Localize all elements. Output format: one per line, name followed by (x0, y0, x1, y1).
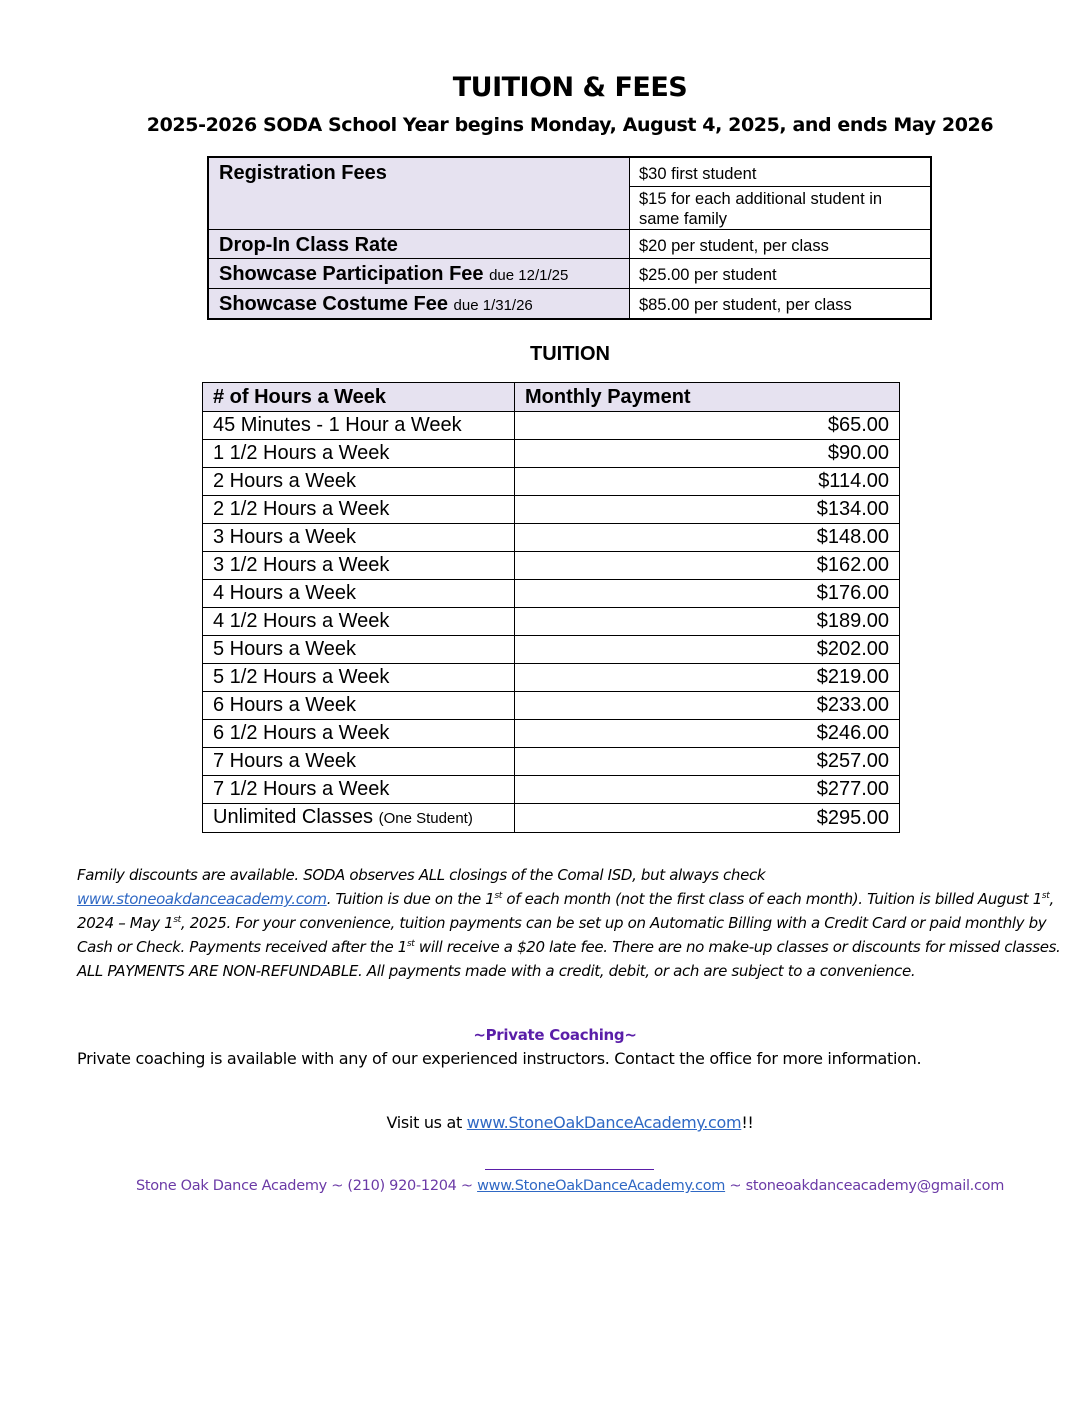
fee-label-text: Showcase Costume Fee (219, 293, 448, 315)
footer (0, 1178, 1088, 1194)
hours-cell: 5 1/2 Hours a Week (203, 664, 515, 692)
visit-suffix: !! (741, 1113, 754, 1132)
fee-due-date: due 1/31/26 (453, 297, 533, 314)
policy-text: , 2025. For your convenience, tuition payments can be set up on Automatic Billing with a Credit Card or paid monthly by Cash or Check. Payments received after the 1 (77, 914, 1047, 956)
fee-value-registration-additional: $15 for each additional student in same family (630, 187, 932, 230)
price-cell: $219.00 (515, 664, 900, 692)
table-row (203, 636, 900, 664)
price-cell: $246.00 (515, 720, 900, 748)
hours-cell: 4 Hours a Week (203, 580, 515, 608)
page-title: TUITION & FEES (452, 72, 688, 103)
hours-cell: 6 1/2 Hours a Week (203, 720, 515, 748)
fee-value-showcase-participation: $25.00 per student (630, 259, 932, 289)
fees-table (207, 156, 932, 320)
col-header-payment: Monthly Payment (515, 383, 900, 412)
fee-row-showcase-participation (208, 259, 931, 289)
col-header-hours: # of Hours a Week (203, 383, 515, 412)
table-row (203, 440, 900, 468)
hours-cell: 4 1/2 Hours a Week (203, 608, 515, 636)
price-cell: $90.00 (515, 440, 900, 468)
policy-website-link[interactable]: www.stoneoakdanceacademy.com (77, 890, 327, 908)
price-cell: $277.00 (515, 776, 900, 804)
hours-cell: 2 1/2 Hours a Week (203, 496, 515, 524)
price-cell: $295.00 (515, 804, 900, 833)
price-cell: $114.00 (515, 468, 900, 496)
price-cell: $257.00 (515, 748, 900, 776)
fee-row-registration (208, 157, 931, 187)
table-row (203, 580, 900, 608)
table-row (203, 524, 900, 552)
table-row (203, 552, 900, 580)
fee-row-showcase-costume (208, 289, 931, 320)
fee-value-registration-first: $30 first student (630, 157, 932, 187)
fee-row-drop-in (208, 230, 931, 259)
unlimited-label: Unlimited Classes (213, 806, 374, 828)
policy-text: . Tuition is due on the 1 (326, 890, 495, 908)
page-subtitle: 2025-2026 SODA School Year begins Monday, August 4, 2025, and ends May 2026 (146, 114, 994, 136)
price-cell: $176.00 (515, 580, 900, 608)
policy-text: , 2024 – May 1 (77, 890, 1054, 932)
footer-contact: Stone Oak Dance Academy ~ (210) 920-1204 ~ (135, 1178, 478, 1194)
price-cell: $148.00 (515, 524, 900, 552)
visit-prefix: Visit us at (386, 1113, 467, 1132)
hours-cell: 1 1/2 Hours a Week (203, 440, 515, 468)
tuition-heading: TUITION (530, 343, 610, 365)
policy-sup: st (406, 939, 415, 949)
hours-cell: 6 Hours a Week (203, 692, 515, 720)
price-cell: $233.00 (515, 692, 900, 720)
policy-text: of each month (not the first class of each month). Tuition is billed August 1 (502, 890, 1042, 908)
price-cell: $134.00 (515, 496, 900, 524)
table-row (203, 412, 900, 440)
private-coaching-title: ~Private Coaching~ (473, 1026, 637, 1044)
price-cell: $162.00 (515, 552, 900, 580)
footer-email: ~ stoneoakdanceacademy@gmail.com (725, 1178, 1005, 1194)
fee-value-drop-in: $20 per student, per class (630, 230, 932, 259)
hours-cell: 5 Hours a Week (203, 636, 515, 664)
hours-cell: 7 1/2 Hours a Week (203, 776, 515, 804)
hours-cell: 2 Hours a Week (203, 468, 515, 496)
footer-website-link[interactable]: www.StoneOakDanceAcademy.com (477, 1178, 726, 1194)
policy-sup: st (494, 891, 502, 901)
table-row-unlimited (203, 804, 900, 833)
policy-paragraph (77, 863, 1072, 983)
visit-website-link[interactable]: www.StoneOakDanceAcademy.com (466, 1113, 742, 1132)
hours-cell: 3 Hours a Week (203, 524, 515, 552)
fee-label-showcase-participation (208, 259, 630, 289)
hours-cell: 45 Minutes - 1 Hour a Week (203, 412, 515, 440)
table-row (203, 496, 900, 524)
hours-cell: 3 1/2 Hours a Week (203, 552, 515, 580)
tuition-body (203, 412, 900, 833)
table-row (203, 664, 900, 692)
unlimited-note: (One Student) (378, 810, 473, 827)
table-row (203, 608, 900, 636)
fee-label-text: Showcase Participation Fee (219, 263, 484, 285)
policy-text: will receive a $20 late fee. There are no make-up classes or discounts for missed classes. ALL PAYMENTS ARE NON-REFUNDABLE. All payments made with a credit, debit, or ach are subject to a convenience. (77, 938, 1061, 980)
table-row (203, 692, 900, 720)
private-coaching-text: Private coaching is available with any of our experienced instructors. Contact the office for more information. (77, 1049, 922, 1068)
tuition-table (202, 382, 900, 833)
fee-value-showcase-costume: $85.00 per student, per class (630, 289, 932, 320)
visit-line (0, 1113, 1088, 1132)
policy-sup: st (173, 915, 181, 925)
hours-cell (203, 804, 515, 833)
price-cell: $65.00 (515, 412, 900, 440)
table-row (203, 720, 900, 748)
tuition-header-row (203, 383, 900, 412)
price-cell: $202.00 (515, 636, 900, 664)
fee-label-drop-in: Drop-In Class Rate (208, 230, 630, 259)
fee-label-showcase-costume (208, 289, 630, 320)
policy-sup: st (1041, 891, 1050, 901)
hours-cell: 7 Hours a Week (203, 748, 515, 776)
policy-text: Family discounts are available. SODA observes ALL closings of the Comal ISD, but always check (77, 866, 766, 884)
footer-divider (485, 1169, 654, 1170)
table-row (203, 468, 900, 496)
fee-due-date: due 12/1/25 (489, 267, 569, 284)
fee-label-registration: Registration Fees (208, 157, 630, 230)
table-row (203, 748, 900, 776)
price-cell: $189.00 (515, 608, 900, 636)
table-row (203, 776, 900, 804)
